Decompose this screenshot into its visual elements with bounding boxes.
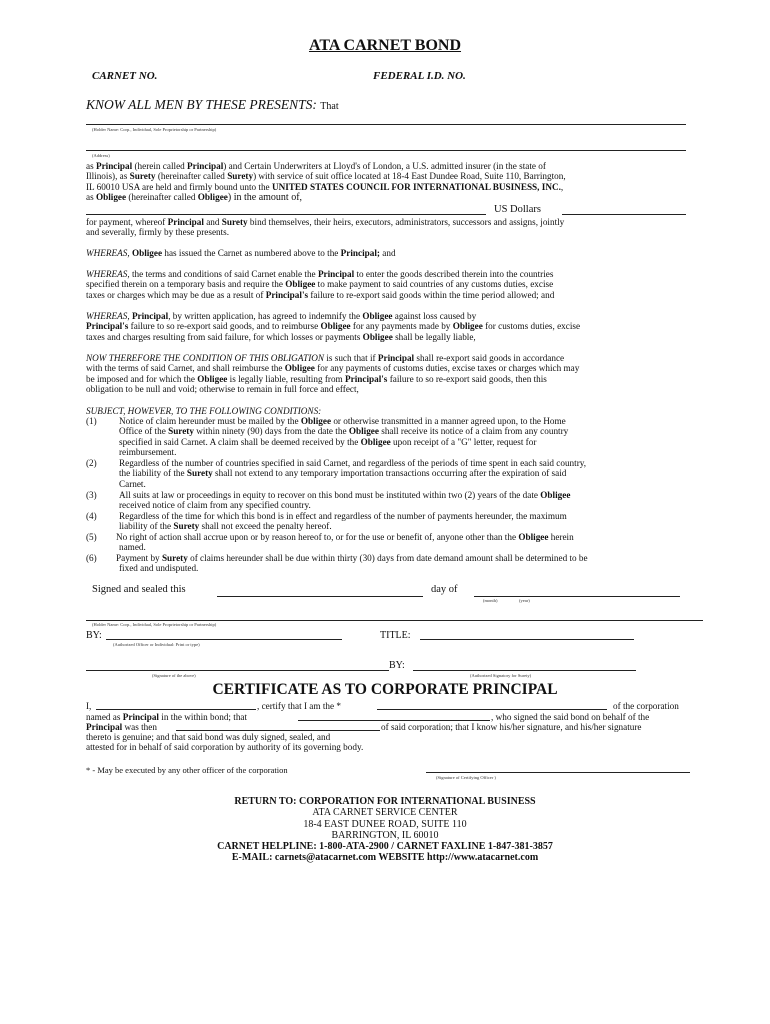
address-city-line: BARRINGTON, IL 60010: [331, 830, 439, 841]
by-label-2: BY:: [389, 660, 405, 671]
signature-line[interactable]: [86, 670, 389, 671]
holder-name-caption-2: (Holder Name: Corp., Individual, Sole Proprietorship or Partnership): [92, 622, 217, 627]
cert-line-2-start: named as Principal in the within bond; that: [86, 712, 248, 722]
cert-line-3-end: of said corporation; that I know his/her signature, and his/her signature: [381, 722, 642, 732]
amount-words-line[interactable]: [86, 214, 486, 215]
subject-heading: SUBJECT, HOWEVER, TO THE FOLLOWING CONDITIONS:: [86, 406, 322, 416]
condition-4-number: (4): [86, 511, 97, 521]
know-all-men-line: [86, 97, 339, 113]
by-officer-line[interactable]: [106, 639, 342, 640]
condition-6-number: (6): [86, 553, 97, 563]
holder-name-line[interactable]: [86, 124, 686, 125]
cert-line-1-start: I,: [86, 701, 92, 711]
condition-1-number: (1): [86, 416, 97, 426]
title-label: TITLE:: [380, 630, 411, 641]
condition-5: No right of action shall accrue upon or by reason hereof to, or for the use or benefit of, anyone other than the Obligee herein named.: [116, 532, 574, 553]
know-all-men-text: KNOW ALL MEN BY THESE PRESENTS:: [86, 97, 317, 112]
helpline-line: CARNET HELPLINE: 1-800-ATA-2900 / CARNET FAXLINE 1-847-381-3857: [217, 841, 553, 852]
cert-line-5: attested for in behalf of said corporation by authority of its governing body.: [86, 742, 364, 752]
signer-title-line[interactable]: [176, 730, 380, 731]
amount-figures-line[interactable]: [562, 214, 686, 215]
email-website-line: E-MAIL: carnets@atacarnet.com WEBSITE http://www.atacarnet.com: [231, 852, 539, 863]
certificate-title: CERTIFICATE AS TO CORPORATE PRINCIPAL: [212, 681, 558, 698]
holder-name-line-2[interactable]: [86, 620, 703, 621]
cert-line-1-end: of the corporation: [613, 701, 679, 711]
condition-5-number: (5): [86, 532, 97, 542]
cert-line-3-start: Principal was then: [86, 722, 157, 732]
certifying-officer-caption: (Signature of Certifying Officer ): [436, 775, 496, 780]
title-line[interactable]: [420, 639, 634, 640]
carnet-no-label: CARNET NO.: [92, 70, 158, 82]
principal-surety-paragraph: as Principal (herein called Principal) and Certain Underwriters at Lloyd's of London, a U.S. admitted insurer (in the state of Illinois), as Surety (hereinafter called Surety) with service of suit office located at 18-4 East Dundee Road, Suite 110, Barrington, IL 60010 USA are held and firmly bound unto the UNITED STATES COUNCIL FOR INTERNATIONAL BUSINESS, INC., as Obligee (hereinafter called Obligee) in the amount of,: [86, 161, 566, 204]
certifying-officer-line[interactable]: [426, 772, 690, 773]
cert-line-1-mid: , certify that I am the *: [257, 701, 341, 711]
cert-line-4: thereto is genuine; and that said bond was duly signed, sealed, and: [86, 732, 331, 742]
signer-name-line[interactable]: [298, 720, 490, 721]
condition-1: Notice of claim hereunder must be mailed by the Obligee or otherwise transmitted in a manner agreed upon, to the Home Office of the Surety within ninety (90) days from the date the Obligee shall receive its notice of a claim from any country specified in said Carnet. A claim shall be deemed received by the Obligee upon receipt of a "G" letter, request for reimbursement.: [119, 416, 569, 458]
now-therefore-paragraph: NOW THEREFORE THE CONDITION OF THIS OBLIGATION is such that if Principal shall re-export said goods in accordance with the terms of said Carnet, and shall reimburse the Obligee for any payments of customs duties, excise taxes or charges which may be imposed and for which the Obligee is legally liable, resulting from Principal's failure to so re-export said goods, then this obligation to be null and void; otherwise to remain in full force and effect,: [86, 353, 580, 395]
signed-sealed-label: Signed and sealed this: [92, 584, 186, 595]
signature-caption: (Signature of the above): [152, 673, 196, 678]
whereas-carnet-issued: WHEREAS, Obligee has issued the Carnet as numbered above to the Principal; and: [86, 248, 396, 258]
condition-2-number: (2): [86, 458, 97, 468]
surety-signatory-line[interactable]: [413, 670, 636, 671]
certifier-name-line[interactable]: [96, 709, 256, 710]
condition-3-number: (3): [86, 490, 97, 500]
federal-id-label: FEDERAL I.D. NO.: [373, 70, 466, 82]
by-label-1: BY:: [86, 630, 102, 641]
signed-month-year-line[interactable]: [474, 596, 680, 597]
address-street-line: 18-4 EAST DUNEE ROAD, SUITE 110: [303, 819, 467, 830]
surety-signatory-caption: (Authorized Signatory for Surety): [470, 673, 532, 678]
whereas-terms: WHEREAS, the terms and conditions of said Carnet enable the Principal to enter the goods described therein into the countries specified therein on a temporary basis and require the Obligee to make payment to said countries of any customs duties, excise taxes or charges which may be due as a result of Principal's failure to re-export said goods within the time period allowed; and: [86, 269, 555, 300]
condition-2: Regardless of the number of countries specified in said Carnet, and regardless of the periods of time spent in each said country, the liability of the Surety shall not extend to any temporary importation transactions occurring after the expiration of said Carnet.: [119, 458, 587, 489]
condition-4: Regardless of the time for which this bond is in effect and regardless of the number of payments hereunder, the maximum liability of the Surety shall not exceed the penalty hereof.: [119, 511, 567, 532]
address-line[interactable]: [86, 150, 686, 151]
address-caption: (Address): [92, 153, 110, 158]
cert-line-2-end: , who signed the said bond on behalf of the: [491, 712, 650, 722]
us-dollars-label: US Dollars: [494, 204, 541, 215]
year-caption: (year): [519, 598, 530, 603]
whereas-indemnify: WHEREAS, Principal, by written application, has agreed to indemnify the Obligee against loss caused by Principal's failure to so re-export said goods, and to reimburse Obligee for any payments made by Obligee for customs duties, excise taxes and charges resulting from said failure, for which losses or payments Obligee shall be legally liable,: [86, 311, 581, 342]
payment-paragraph: for payment, whereof Principal and Surety bind themselves, their heirs, executors, administrators, successors and assigns, jointly and severally, firmly by these presents.: [86, 217, 565, 238]
officer-note: * - May be executed by any other officer of the corporation: [86, 765, 288, 775]
service-center-line: ATA CARNET SERVICE CENTER: [312, 807, 458, 818]
condition-3: All suits at law or proceedings in equity to recover on this bond must be instituted within two (2) years of the date Obligee received notice of claim from any specified country.: [119, 490, 571, 511]
that-word: That: [320, 101, 339, 112]
day-of-label: day of: [431, 584, 458, 595]
condition-6: Payment by Surety of claims hereunder shall be due within thirty (30) days from date demand amount shall be determined to be fixed and undisputed.: [116, 553, 588, 574]
by-officer-caption: (Authorized Officer or Individual: Print or type): [113, 642, 200, 647]
certifier-title-line[interactable]: [377, 709, 607, 710]
month-caption: (month): [483, 598, 498, 603]
holder-name-caption: (Holder Name: Corp., Individual, Sole Proprietorship or Partnership): [92, 127, 217, 132]
signed-day-line[interactable]: [217, 596, 423, 597]
return-to-line: RETURN TO: CORPORATION FOR INTERNATIONAL BUSINESS: [234, 796, 536, 807]
document-title: ATA CARNET BOND: [308, 37, 462, 54]
